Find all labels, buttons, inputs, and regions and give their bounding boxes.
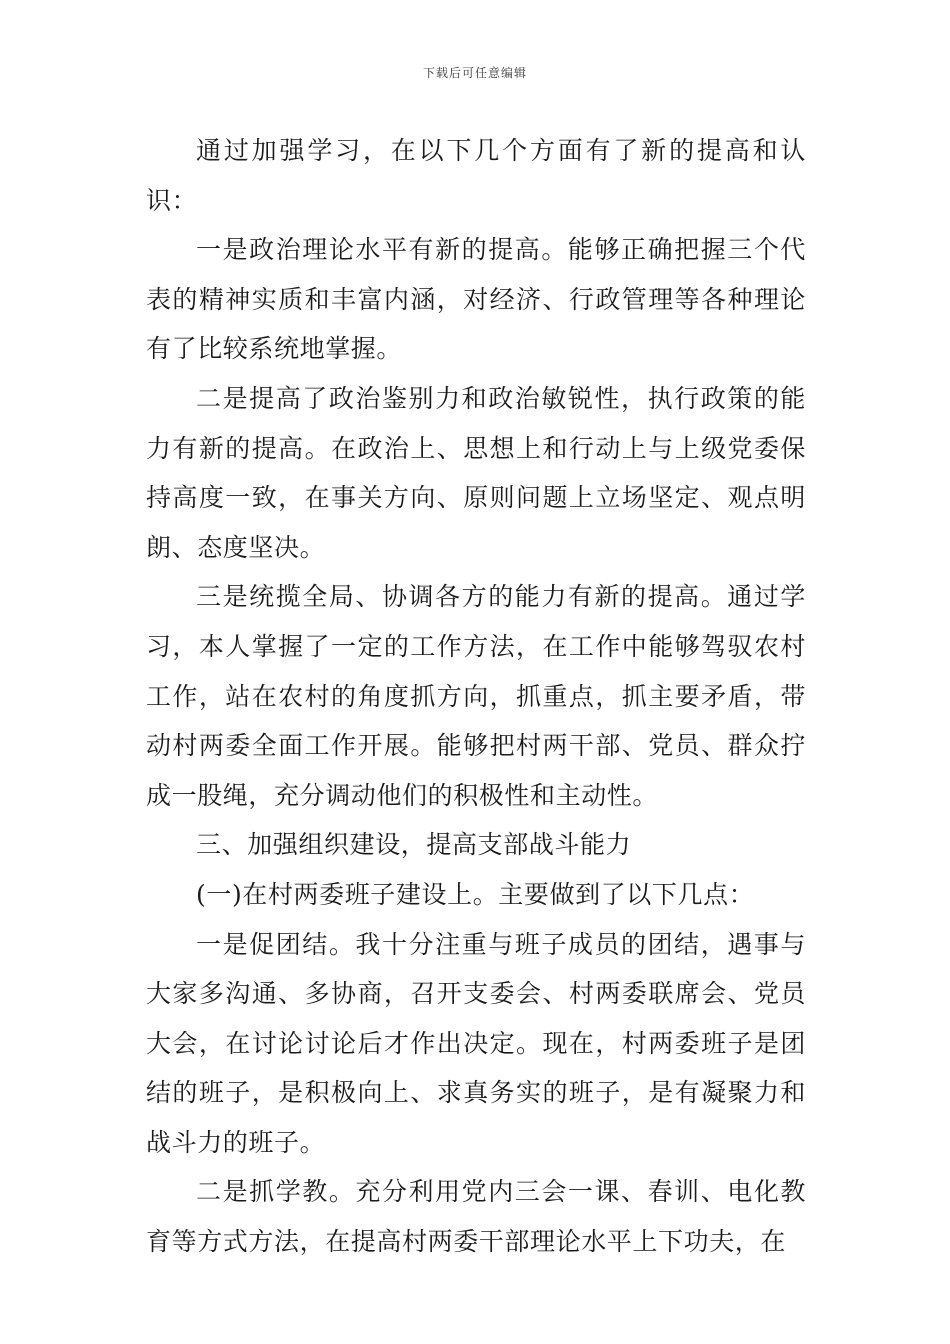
paragraph-point-3: 三是统揽全局、协调各方的能力有新的提高。通过学习，本人掌握了一定的工作方法，在工作中能够驾驭农村工作，站在农村的角度抓方向，抓重点，抓主要矛盾，带动村两委全面工作开展。能够把村两干部、党员、群众拧成一股绳，充分调动他们的积极性和主动性。 <box>146 582 806 810</box>
paragraph-point-2: 二是提高了政治鉴别力和政治敏锐性，执行政策的能力有新的提高。在政治上、思想上和行动上与上级党委保持高度一致，在事关方向、原则问题上立场坚定、观点明朗、态度坚决。 <box>146 383 806 562</box>
page-header: 下载后可任意编辑 <box>422 66 527 80</box>
paragraph-study: 二是抓学教。充分利用党内三会一课、春训、电化教育等方式方法，在提高村两委干部理论水平上下功夫，在 <box>146 1177 806 1257</box>
paragraph-point-1: 一是政治理论水平有新的提高。能够正确把握三个代表的精神实质和丰富内涵，对经济、行政管理等各种理论有了比较系统地掌握。 <box>146 235 806 364</box>
paragraph-intro: 通过加强学习，在以下几个方面有了新的提高和认识： <box>146 136 806 215</box>
subsection-heading: (一)在村两委班子建设上。主要做到了以下几点： <box>196 879 755 909</box>
paragraph-unity: 一是促团结。我十分注重与班子成员的团结，遇事与大家多沟通、多协商，召开支委会、村两委联席会、党员大会，在讨论讨论后才作出决定。现在，村两委班子是团结的班子，是积极向上、求真务实的班子，是有凝聚力和战斗力的班子。 <box>146 929 806 1157</box>
document-body <box>146 126 806 1267</box>
section-heading: 三、加强组织建设，提高支部战斗能力 <box>196 830 632 860</box>
